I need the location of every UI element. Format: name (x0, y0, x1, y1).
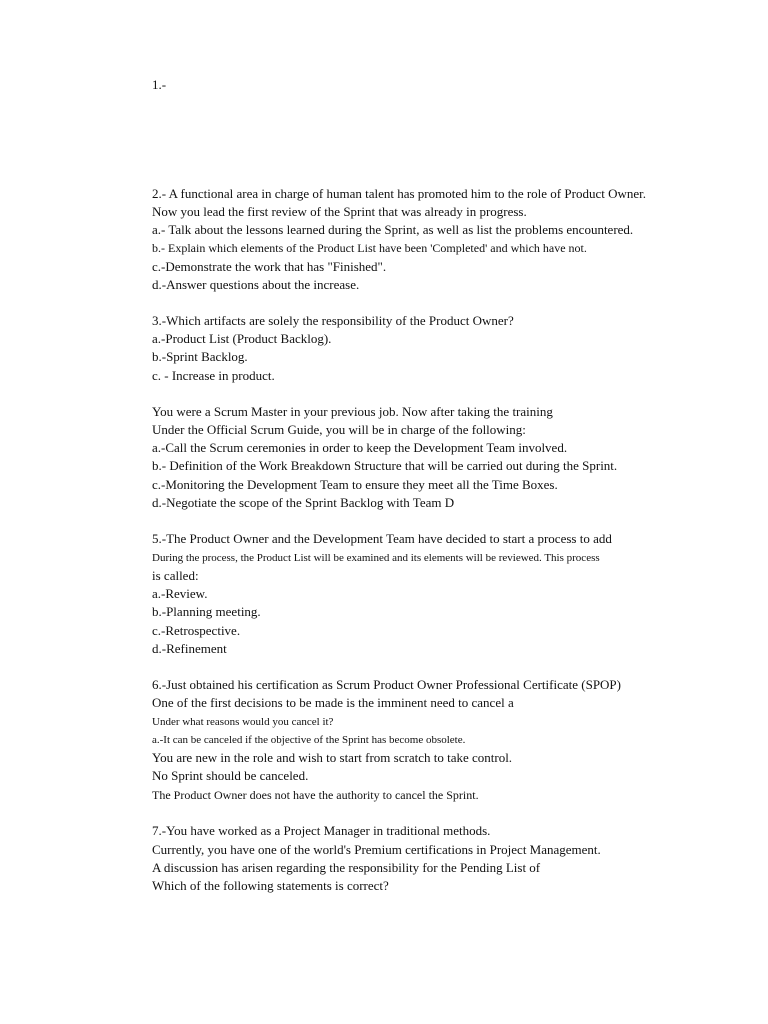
question-4-option-d: d.-Negotiate the scope of the Sprint Backlog with Team D (152, 495, 455, 510)
question-5-option-b: b.-Planning meeting. (152, 604, 261, 619)
question-6-question: Under what reasons would you cancel it? (152, 716, 334, 728)
question-7-context-2: A discussion has arisen regarding the responsibility for the Pending List of (152, 860, 541, 875)
question-3-option-a: a.-Product List (Product Backlog). (152, 331, 332, 346)
question-7-question: Which of the following statements is correct? (152, 878, 389, 893)
question-5-option-c: c.-Retrospective. (152, 623, 241, 638)
question-3-stem: 3.-Which artifacts are solely the responsibility of the Product Owner? (152, 313, 514, 328)
question-2-option-c: c.-Demonstrate the work that has "Finished". (152, 259, 387, 274)
question-2-option-a: a.- Talk about the lessons learned during the Sprint, as well as list the problems encountered. (152, 222, 634, 237)
question-4-option-b: b.- Definition of the Work Breakdown Structure that will be carried out during the Sprint. (152, 458, 618, 473)
question-4-option-a: a.-Call the Scrum ceremonies in order to keep the Development Team involved. (152, 440, 568, 455)
question-5-context-end: is called: (152, 568, 199, 583)
question-2-context: Now you lead the first review of the Sprint that was already in progress. (152, 204, 527, 219)
question-5-context: During the process, the Product List will be examined and its elements will be reviewed. This process (152, 552, 600, 564)
question-2-option-b: b.- Explain which elements of the Product List have been 'Completed' and which have not. (152, 241, 587, 255)
question-3-option-c: c. - Increase in product. (152, 368, 275, 383)
question-6-option-a: a.-It can be canceled if the objective of the Sprint has become obsolete. (152, 734, 466, 746)
question-2-option-d: d.-Answer questions about the increase. (152, 277, 360, 292)
question-6-option-d: The Product Owner does not have the authority to cancel the Sprint. (152, 788, 479, 802)
question-4-context: Under the Official Scrum Guide, you will be in charge of the following: (152, 422, 526, 437)
question-4-stem: You were a Scrum Master in your previous job. Now after taking the training (152, 404, 553, 419)
question-5-stem: 5.-The Product Owner and the Development Team have decided to start a process to add (152, 531, 612, 546)
question-6-option-c: No Sprint should be canceled. (152, 768, 309, 783)
question-7-stem: 7.-You have worked as a Project Manager in traditional methods. (152, 823, 491, 838)
question-6-context: One of the first decisions to be made is the imminent need to cancel a (152, 695, 514, 710)
question-6-option-b: You are new in the role and wish to start from scratch to take control. (152, 750, 513, 765)
question-3-option-b: b.-Sprint Backlog. (152, 349, 248, 364)
question-7-context: Currently, you have one of the world's Premium certifications in Project Management. (152, 842, 601, 857)
question-6-stem: 6.-Just obtained his certification as Scrum Product Owner Professional Certificate (SPOP) (152, 677, 621, 692)
question-2-stem: 2.- A functional area in charge of human talent has promoted him to the role of Product Owner. (152, 186, 646, 201)
question-5-option-a: a.-Review. (152, 586, 208, 601)
question-4-option-c: c.-Monitoring the Development Team to ensure they meet all the Time Boxes. (152, 477, 558, 492)
question-1-number: 1.- (152, 77, 167, 92)
question-5-option-d: d.-Refinement (152, 641, 227, 656)
